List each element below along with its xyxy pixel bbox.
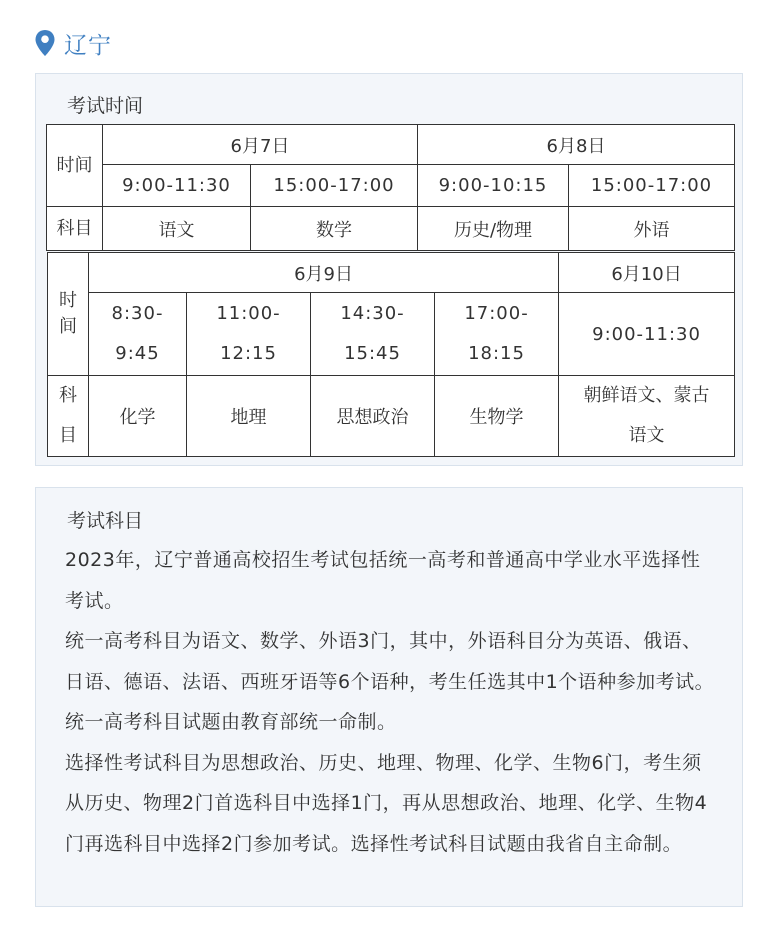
time-start: 8:30-: [111, 303, 164, 324]
subject-cell: 地理: [187, 376, 311, 457]
subject-label-char: 目: [59, 425, 77, 446]
subject-label-cell: 科目: [47, 207, 103, 251]
subject-cell: 生物学: [435, 376, 559, 457]
time-end: 15:45: [344, 343, 401, 364]
subject-cell: [559, 376, 735, 457]
date-cell: 6月9日: [89, 253, 559, 293]
subject-cell: 化学: [89, 376, 187, 457]
schedule-table-2: [47, 252, 735, 457]
time-start: 17:00-: [464, 303, 529, 324]
paragraph: 选择性考试科目为思想政治、历史、地理、物理、化学、生物6门，考生须从历史、物理2门首选科目中选择1门，再从思想政治、地理、化学、生物4门再选科目中选择2门参加考试。选择性考试科目试题由我省自主命制。: [65, 751, 708, 855]
table-row: [48, 376, 735, 457]
time-start: 11:00-: [216, 303, 281, 324]
region-header: [34, 28, 112, 58]
table-row: [48, 253, 735, 293]
time-cell: 9:00-10:15: [418, 165, 569, 207]
time-start: 14:30-: [340, 303, 405, 324]
exam-time-card: [35, 73, 743, 466]
time-cell: 15:00-17:00: [569, 165, 735, 207]
date-cell: 6月7日: [103, 125, 418, 165]
time-end: 9:45: [115, 343, 160, 364]
subject-label-cell: [48, 376, 89, 457]
table-row: [48, 293, 735, 376]
subject-cell: 外语: [569, 207, 735, 251]
exam-subjects-title: 考试科目: [67, 510, 144, 532]
time-cell: 9:00-11:30: [559, 293, 735, 376]
date-cell: 6月10日: [559, 253, 735, 293]
table-row: [47, 125, 735, 165]
time-cell: 15:00-17:00: [251, 165, 418, 207]
subject-cell: 语文: [103, 207, 251, 251]
exam-time-title: 考试时间: [67, 95, 144, 117]
time-label-cell: [48, 253, 89, 376]
time-label-cell: 时间: [47, 125, 103, 207]
subject-label-char: 科: [59, 385, 77, 406]
subject-line: 语文: [628, 425, 665, 446]
time-label-char: 间: [59, 316, 77, 337]
time-cell: [311, 293, 435, 376]
subject-line: 朝鲜语文、蒙古: [583, 385, 710, 406]
time-cell: [89, 293, 187, 376]
time-end: 12:15: [220, 343, 277, 364]
exam-subjects-card: [35, 487, 743, 907]
exam-subjects-body: [65, 540, 715, 864]
subject-cell: 思想政治: [311, 376, 435, 457]
subject-cell: 数学: [251, 207, 418, 251]
paragraph: 统一高考科目为语文、数学、外语3门，其中，外语科目分为英语、俄语、日语、德语、法语、西班牙语等6个语种，考生任选其中1个语种参加考试。统一高考科目试题由教育部统一命制。: [65, 630, 715, 733]
region-name: 辽宁: [64, 32, 112, 59]
table-row: [47, 165, 735, 207]
subject-cell: 历史/物理: [418, 207, 569, 251]
time-cell: 9:00-11:30: [103, 165, 251, 207]
location-pin-icon: [34, 29, 56, 57]
time-end: 18:15: [468, 343, 525, 364]
paragraph: 2023年，辽宁普通高校招生考试包括统一高考和普通高中学业水平选择性考试。: [65, 549, 701, 612]
table-row: [47, 207, 735, 251]
schedule-table-1: [46, 124, 735, 251]
time-cell: [435, 293, 559, 376]
time-label-char: 时: [59, 290, 77, 311]
date-cell: 6月8日: [418, 125, 735, 165]
time-cell: [187, 293, 311, 376]
